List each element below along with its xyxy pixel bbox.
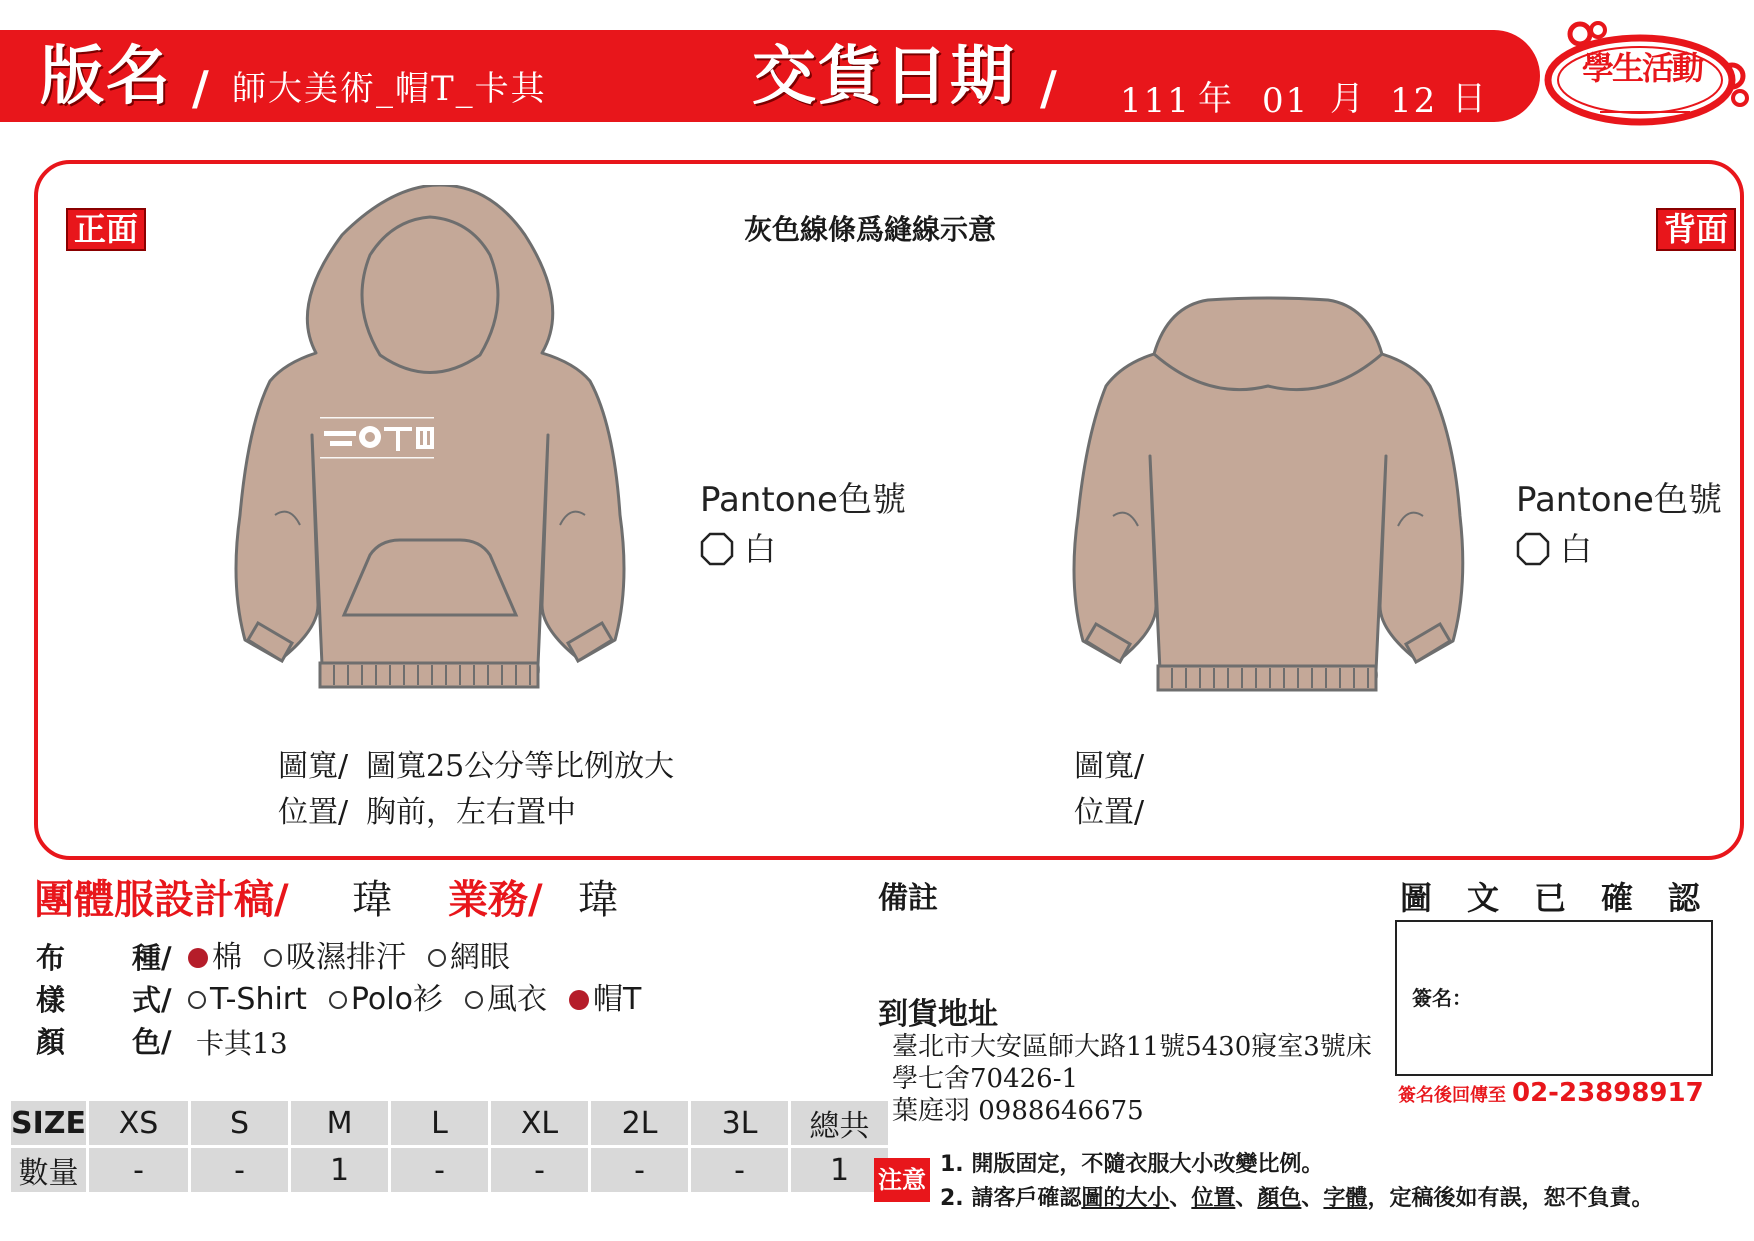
size-header-cell: S [190,1100,290,1147]
back-hoodie-illustration [1058,296,1478,696]
sales-name: 瑋 [578,877,618,923]
address-title: 到貨地址 [878,997,998,1032]
fabric-option-mesh[interactable]: 網眼 [428,943,510,973]
back-pantone-color [1516,532,1592,566]
delivery-day-label: 日 [1452,79,1488,119]
back-width-label: 圖寬/ [1074,749,1145,784]
designer-name: 瑋 [352,877,392,923]
octagon-swatch-icon [1516,532,1550,566]
radio-filled-icon [569,990,589,1010]
header-slash: / [1040,61,1057,115]
sales-title: 業務/ [448,877,543,923]
note-line-1: 1. 開版固定，不隨衣服大小改變比例。 [940,1152,1324,1177]
quantity-cell: - [88,1147,190,1194]
quantity-cell: - [490,1147,590,1194]
fabric-label-a: 布 [36,941,66,975]
back-pantone-color-label: 白 [1560,530,1593,568]
fabric-option-cotton[interactable]: 棉 [188,943,242,973]
color-label-a: 顏 [36,1025,66,1059]
address-line: 學七舍70426-1 [892,1064,1079,1094]
back-position-label: 位置/ [1074,795,1145,830]
fabric-options [188,940,532,975]
front-badge: 正面 [66,208,146,251]
seam-note: 灰色線條爲縫線示意 [744,213,997,246]
delivery-month: 01 [1262,81,1310,121]
radio-empty-icon [264,949,282,967]
remarks-title: 備註 [878,881,938,916]
header-slash: / [192,61,209,115]
front-width-label: 圖寬/ [278,749,349,784]
size-header-cell: M [290,1100,390,1147]
radio-empty-icon [188,991,206,1009]
back-badge: 背面 [1656,208,1736,251]
quantity-row [10,1147,890,1194]
radio-filled-icon [188,948,208,968]
size-header-cell: 總共 [790,1100,890,1147]
delivery-month-label: 月 [1330,79,1366,119]
size-header-cell: XL [490,1100,590,1147]
style-label-b: 式/ [132,983,172,1017]
size-header-cell: 2L [590,1100,690,1147]
fax-label: 簽名後回傳至 [1398,1085,1506,1106]
size-header-cell: SIZE [10,1100,88,1147]
fax-line [1398,1080,1704,1106]
size-header-row [10,1100,890,1147]
style-label-a: 樣 [36,983,66,1017]
front-position-value: 胸前，左右置中 [366,795,576,830]
style-option-hoodie[interactable]: 帽T [569,985,641,1015]
front-pantone-color-label: 白 [744,530,777,568]
delivery-day: 12 [1390,81,1438,121]
delivery-title: 交貨日期 [752,40,1016,114]
size-header-cell: XS [88,1100,190,1147]
size-header-cell: 3L [690,1100,790,1147]
style-options [188,982,663,1017]
front-hoodie-illustration [220,185,640,695]
design-title: 團體服設計稿/ [34,877,289,923]
style-option-tshirt[interactable]: T-Shirt [188,985,307,1015]
front-pantone-color [700,532,776,566]
quantity-cell: - [590,1147,690,1194]
front-width-value: 圖寬25公分等比例放大 [366,749,675,784]
color-value: 卡其13 [196,1027,288,1060]
notice-badge: 注意 [874,1158,930,1202]
quantity-cell: 1 [290,1147,390,1194]
back-pantone-title: Pantone色號 [1516,480,1722,520]
delivery-year: 111 [1120,81,1191,121]
signature-label: 簽名： [1412,986,1472,1010]
note-line-2: 2. 請客戶確認圖的大小、位置、顏色、字體，定稿後如有誤，恕不負責。 [940,1186,1654,1211]
octagon-swatch-icon [700,532,734,566]
size-table [8,1098,891,1195]
fabric-option-dryfit[interactable]: 吸濕排汗 [264,943,406,973]
confirm-title: 圖 文 已 確 認 [1400,879,1700,917]
front-position-label: 位置/ [278,795,349,830]
version-name: 師大美術_帽T_卡其 [232,69,547,109]
radio-empty-icon [428,949,446,967]
quantity-cell: - [190,1147,290,1194]
style-option-jacket[interactable]: 風衣 [465,985,547,1015]
address-line: 葉庭羽 0988646675 [892,1096,1144,1126]
address-line: 臺北市大安區師大路11號5430寢室3號床 [892,1032,1372,1062]
front-pantone-title: Pantone色號 [700,480,906,520]
delivery-year-label: 年 [1198,79,1234,119]
radio-empty-icon [465,991,483,1009]
quantity-total: 1 [790,1147,890,1194]
style-option-polo[interactable]: Polo衫 [329,985,443,1015]
quantity-cell: - [390,1147,490,1194]
logo-text: 學生活動 [1581,49,1702,87]
quantity-row-label: 數量 [10,1147,88,1194]
version-title: 版名 [40,40,172,114]
quantity-cell: - [690,1147,790,1194]
size-header-cell: L [390,1100,490,1147]
fax-number: 02-23898917 [1512,1078,1704,1108]
radio-empty-icon [329,991,347,1009]
fabric-label-b: 種/ [132,941,172,975]
color-label-b: 色/ [132,1025,172,1059]
